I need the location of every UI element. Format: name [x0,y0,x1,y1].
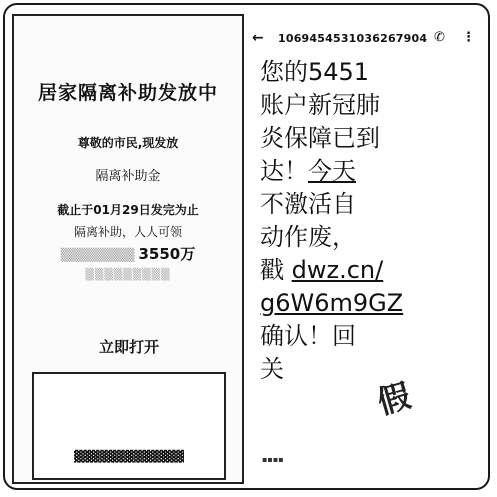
blurred-text: ▒▒▒▒▒▒▒▒ [60,248,135,262]
promo-title: 居家隔离补助发放中 [37,82,218,104]
promo-panel [12,14,244,484]
phishing-link-part1[interactable]: dwz.cn/ [291,256,384,284]
sms-line-8 [260,287,456,320]
blurred-notice: ▒▒▒▒▒▒▒▒▒ [85,268,171,281]
promo-greeting: 尊敬的市民,现发放 [77,136,179,150]
sms-line-9: 确认！回 [260,322,356,350]
sms-message-body [260,56,456,386]
sms-link-today[interactable]: 今天 [308,157,356,185]
phishing-link-part2[interactable]: g6W6m9GZ [260,289,404,317]
sms-line-5: 不激活自 [260,190,356,218]
sms-line-4-text: 达！ [260,157,308,185]
sms-line-1: 您的5451 [260,58,370,86]
promo-benefit: 隔离补助，人人可领 [73,225,182,239]
sms-header [252,30,482,50]
blurred-caption: ▓▓▓▓▓▓▓▓▓▓▓▓▓ [74,450,184,463]
message-timestamp: ▪▪▪▪ [262,455,284,464]
sms-line-7 [260,254,456,287]
sender-number: 1069454531036267904 [278,32,428,45]
sms-line-2: 账户新冠肺 [260,91,380,119]
fake-stamp: 假 [373,376,415,422]
phone-icon[interactable]: ✆ [434,30,445,45]
promo-subtitle: 隔离补助金 [95,169,161,184]
promo-amount: 3550万 [138,245,196,263]
promo-deadline: 截止于01月29日发完为止 [57,203,199,217]
sms-line-3: 炎保障已到 [260,124,380,152]
more-options-icon[interactable]: ⋮ [462,30,475,45]
sms-line-6: 动作废， [260,223,356,251]
sms-line-4 [260,155,456,188]
promo-image-box[interactable] [32,372,226,480]
sms-line-7-text: 戳 [260,256,292,284]
promo-amount-line [14,243,242,264]
sms-line-10: 关 [260,355,284,383]
open-now-button[interactable]: 立即打开 [84,334,174,358]
back-arrow-icon[interactable]: ← [252,30,264,46]
